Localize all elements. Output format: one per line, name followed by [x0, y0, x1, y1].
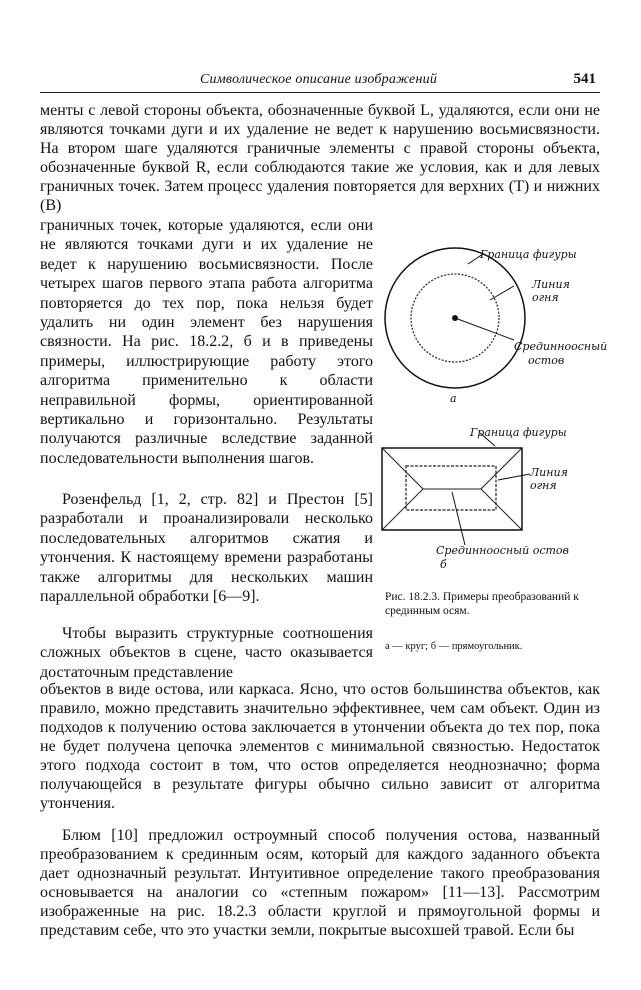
- label-a-fire-line-1: Линия: [532, 278, 570, 291]
- leader-a-axis: [455, 318, 514, 340]
- rect-axis-diag-3: [481, 448, 522, 489]
- paragraph-1-continued: граничных точек, которые удаляются, если они не являются точками дуги и их удаление не ведет к нарушению восьмисвязности. После четырех шагов первого этапа работа алгоритма повторяется до тех пор, пока нельзя будет удалить ни один элемент без нарушения связности. На рис. 18.2.2, б и в приведены примеры, иллюстрирующие работу этого алгоритма применительно к области неправильной формы, ориентированной вертикально и горизонтально. Результаты получаются различные вследствие заданной последовательности выполнения шагов.: [40, 217, 373, 467]
- label-b-boundary: Граница фигуры: [470, 426, 567, 439]
- paragraph-3-start: Чтобы выразить структурные соотношения сложных объектов в сцене, часто оказывается достаточным представление: [40, 625, 373, 681]
- figure-caption: Рис. 18.2.3. Примеры преобразований к срединным осям.: [385, 591, 579, 617]
- label-a-fire-line-2: огня: [532, 291, 559, 304]
- label-a-letter: а: [450, 392, 457, 405]
- figure-drawing: [380, 240, 600, 590]
- paragraph-3-continued: объектов в виде остова, или каркаса. Ясно, что остов большинства объектов, как правило, можно представить значительно эффективнее, чем сам объект. Один из подходов к получению остова заключается в утончении объекта до тех пор, пока не будет получена цепочка элементов с минимальной связностью. Недостаток этого подхода состоит в том, что остов определяется неоднозначно; форма получающейся в результате фигуры обычно сильно зависит от алгоритма утончения.: [40, 681, 600, 812]
- page-number: 541: [573, 71, 596, 87]
- rect-axis-diag-1: [382, 448, 423, 489]
- leader-b-axis: [452, 492, 465, 545]
- label-a-axis-1: Срединноосный: [514, 340, 608, 353]
- paragraph-4: Блюм [10] предложил остроумный способ получения остова, названный преобразованием к срединным осям, который для каждого заданного объекта дает однозначный результат. Интуитивное определение такого преобразования основывается на аналогии со «степным пожаром» [11—13]. Рассмотрим изображенные на рис. 18.2.3 области круглой и прямоугольной формы и представим себе, что это участки земли, покрытые высохшей травой. Если бы: [40, 827, 600, 939]
- leader-a-fire: [490, 286, 514, 300]
- rect-axis-diag-4: [481, 489, 522, 530]
- leader-b-fire: [498, 474, 530, 480]
- label-a-boundary: Граница фигуры: [480, 248, 577, 261]
- figure-caption-legend: а — круг; б — прямоугольник.: [385, 641, 523, 652]
- running-header: [40, 70, 600, 93]
- label-a-axis-2: остов: [528, 354, 565, 367]
- running-title: Символическое описание изображений: [200, 72, 438, 87]
- paragraph-1: менты с левой стороны объекта, обозначенные буквой L, удаляются, если они не являются точками дуги и их удаление не ведет к нарушению восьмисвязности. На втором шаге удаляются граничные элементы с правой стороны объекта, обозначенные буквой R, если соблюдаются такие же условия, как и для левых граничных точек. Затем процесс удаления повторяется для верхних (T) и нижних (B): [40, 102, 600, 214]
- paragraph-2: Розенфельд [1, 2, стр. 82] и Престон [5] разработали и проанализировали несколько последовательных алгоритмов сжатия и утончения. К настоящему времени разработаны также алгоритмы для нескольких машин параллельной обработки [6—9].: [40, 491, 373, 606]
- label-b-letter: б: [440, 558, 447, 571]
- label-b-fire-line-1: Линия: [530, 466, 568, 479]
- label-b-fire-line-2: огня: [530, 479, 557, 492]
- label-b-axis: Срединноосный остов: [436, 544, 569, 557]
